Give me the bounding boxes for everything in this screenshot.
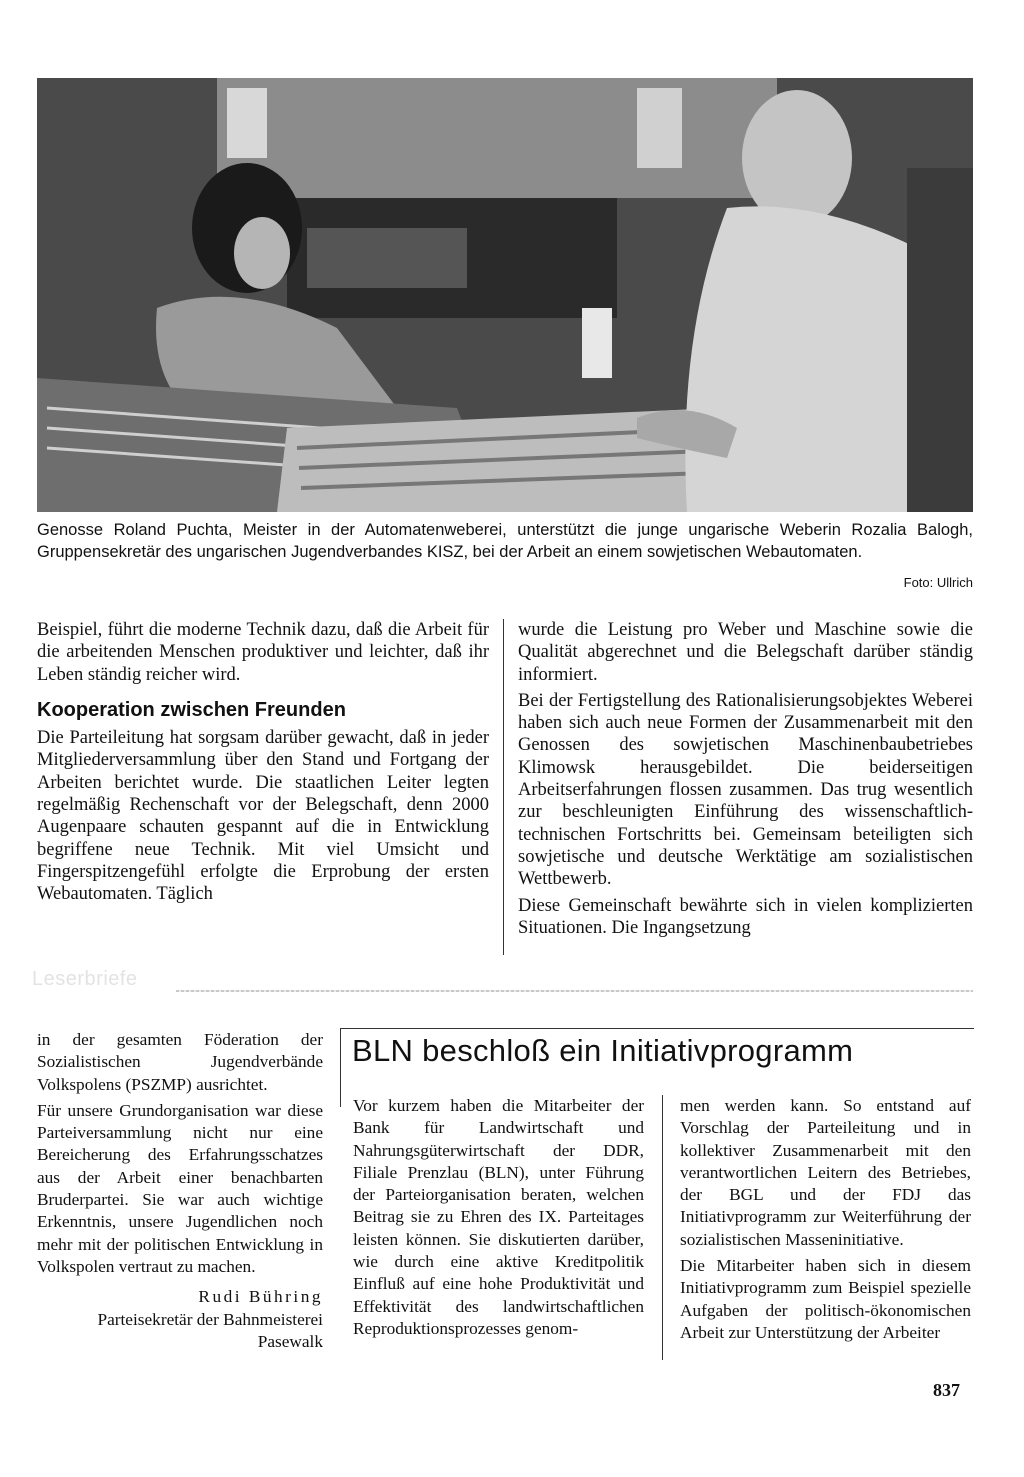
letter-two-column-1	[353, 1095, 644, 1344]
section-label: Leserbriefe	[32, 968, 138, 990]
letter-one-author: Rudi Bühring	[198, 1287, 323, 1307]
letter-two-column-2	[680, 1095, 971, 1348]
letter-one-author-location: Pasewalk	[257, 1331, 323, 1351]
photo-caption: Genosse Roland Puchta, Meister in der Automatenweberei, unterstützt die junge ungarische Weberin Rozalia Balogh, Gruppensekretär des ungarischen Jugendverbandes KISZ, bei der Arbeit an einem sowjetischen Webautomaten.	[37, 521, 973, 561]
article-left-body: Die Parteileitung hat sorgsam darüber gewacht, daß in jeder Mitgliederversammlung über den Stand und Fortgang der Arbeiten berichtet wurde. Die staatlichen Leiter legten regelmäßig Rechenschaft vor der Belegschaft, denn 2000 Augenpaare schauten gespannt auf die in Entwicklung begriffene neue Technik. Mit viel Umsicht und Fingerspitzengefühl erfolgte die Erprobung der ersten Webautomaten. Täglich	[37, 728, 489, 905]
page-number: 837	[933, 1380, 960, 1400]
column-divider	[503, 619, 504, 955]
article-left-column	[37, 619, 489, 906]
letter-one-paragraph-1: in der gesamten Föderation der Sozialistischen Jugendverbände Volkspolens (PSZMP) ausrichtet.	[37, 1030, 323, 1094]
article-right-paragraph-3: Diese Gemeinschaft bewährte sich in vielen komplizierten Situationen. Die Ingangsetzung	[518, 895, 973, 938]
photo-loom-workers	[37, 78, 973, 512]
article-intro-paragraph: Beispiel, führt die moderne Technik dazu, daß die Arbeit für die arbeitenden Menschen produktiver und leichter, daß ihr Leben ständig reicher wird.	[37, 620, 489, 685]
article-right-paragraph-1: wurde die Leistung pro Weber und Maschine sowie die Qualität abgerechnet und die Belegschaft darüber ständig informiert.	[518, 620, 973, 685]
letter-two-column-divider	[662, 1095, 663, 1360]
photo-illustration	[37, 78, 973, 512]
letter-two-body-3: Die Mitarbeiter haben sich in diesem Initiativprogramm zum Beispiel spezielle Aufgaben der politisch-ökonomischen Arbeit zur Unterstützung der Arbeiter	[680, 1256, 971, 1342]
article-right-column	[518, 619, 973, 939]
photo-credit: Foto: Ullrich	[903, 575, 973, 590]
article-subheading: Kooperation zwischen Freunden	[37, 698, 346, 721]
letter-one-author-role: Parteisekretär der Bahnmeisterei	[97, 1309, 323, 1329]
section-divider-line	[176, 990, 973, 992]
letter-two-body-2: men werden kann. So entstand auf Vorschlag der Parteileitung und in kollektiver Zusammenarbeit mit den verantwortlichen Leitern des Betriebes, der BGL und der FDJ das Initiativprogramm zur Weiterführung der sozialistischen Masseninitiative.	[680, 1096, 971, 1249]
letter-two-body-1: Vor kurzem haben die Mitarbeiter der Bank für Landwirtschaft und Nahrungsgüterwirtschaft der DDR, Filiale Prenzlau (BLN), unter Führung der Parteiorganisation beraten, welchen Beitrag sie zu Ehren des IX. Parteitages leisten können. Sie diskutierten darüber, wie durch eine aktive Kreditpolitik Einfluß auf eine hohe Produktivität und Effektivität des landwirtschaftlichen Reproduktionsprozesses genom-	[353, 1096, 644, 1338]
article-right-paragraph-2: Bei der Fertigstellung des Rationalisierungsobjektes Weberei haben sich auch neue Formen der Zusammenarbeit mit den Genossen des sowjetischen Maschinenbaubetriebes Klimowsk herausgebildet. Die beiderseitigen Arbeitserfahrungen flossen zusammen. Das trug wesentlich zur beschleunigten Einführung des wissenschaftlich-technischen Fortschritts bei. Gemeinsam beteiligten sich sowjetische und deutsche Werktätige am sozialistischen Wettbewerb.	[518, 690, 973, 890]
letter-one-paragraph-2: Für unsere Grundorganisation war diese Parteiversammlung nicht nur eine Bereicherung des Erfahrungsschatzes aus der Arbeit einer benachbarten Bruderpartei. Sie war auch wichtige Erkenntnis, unsere Jugendlichen noch mehr mit der politischen Entwicklung in Volkspolen vertraut zu machen.	[37, 1100, 323, 1276]
letter-one-column	[37, 1029, 323, 1353]
letter-two-headline: BLN beschloß ein Initiativprogramm	[352, 1033, 854, 1068]
